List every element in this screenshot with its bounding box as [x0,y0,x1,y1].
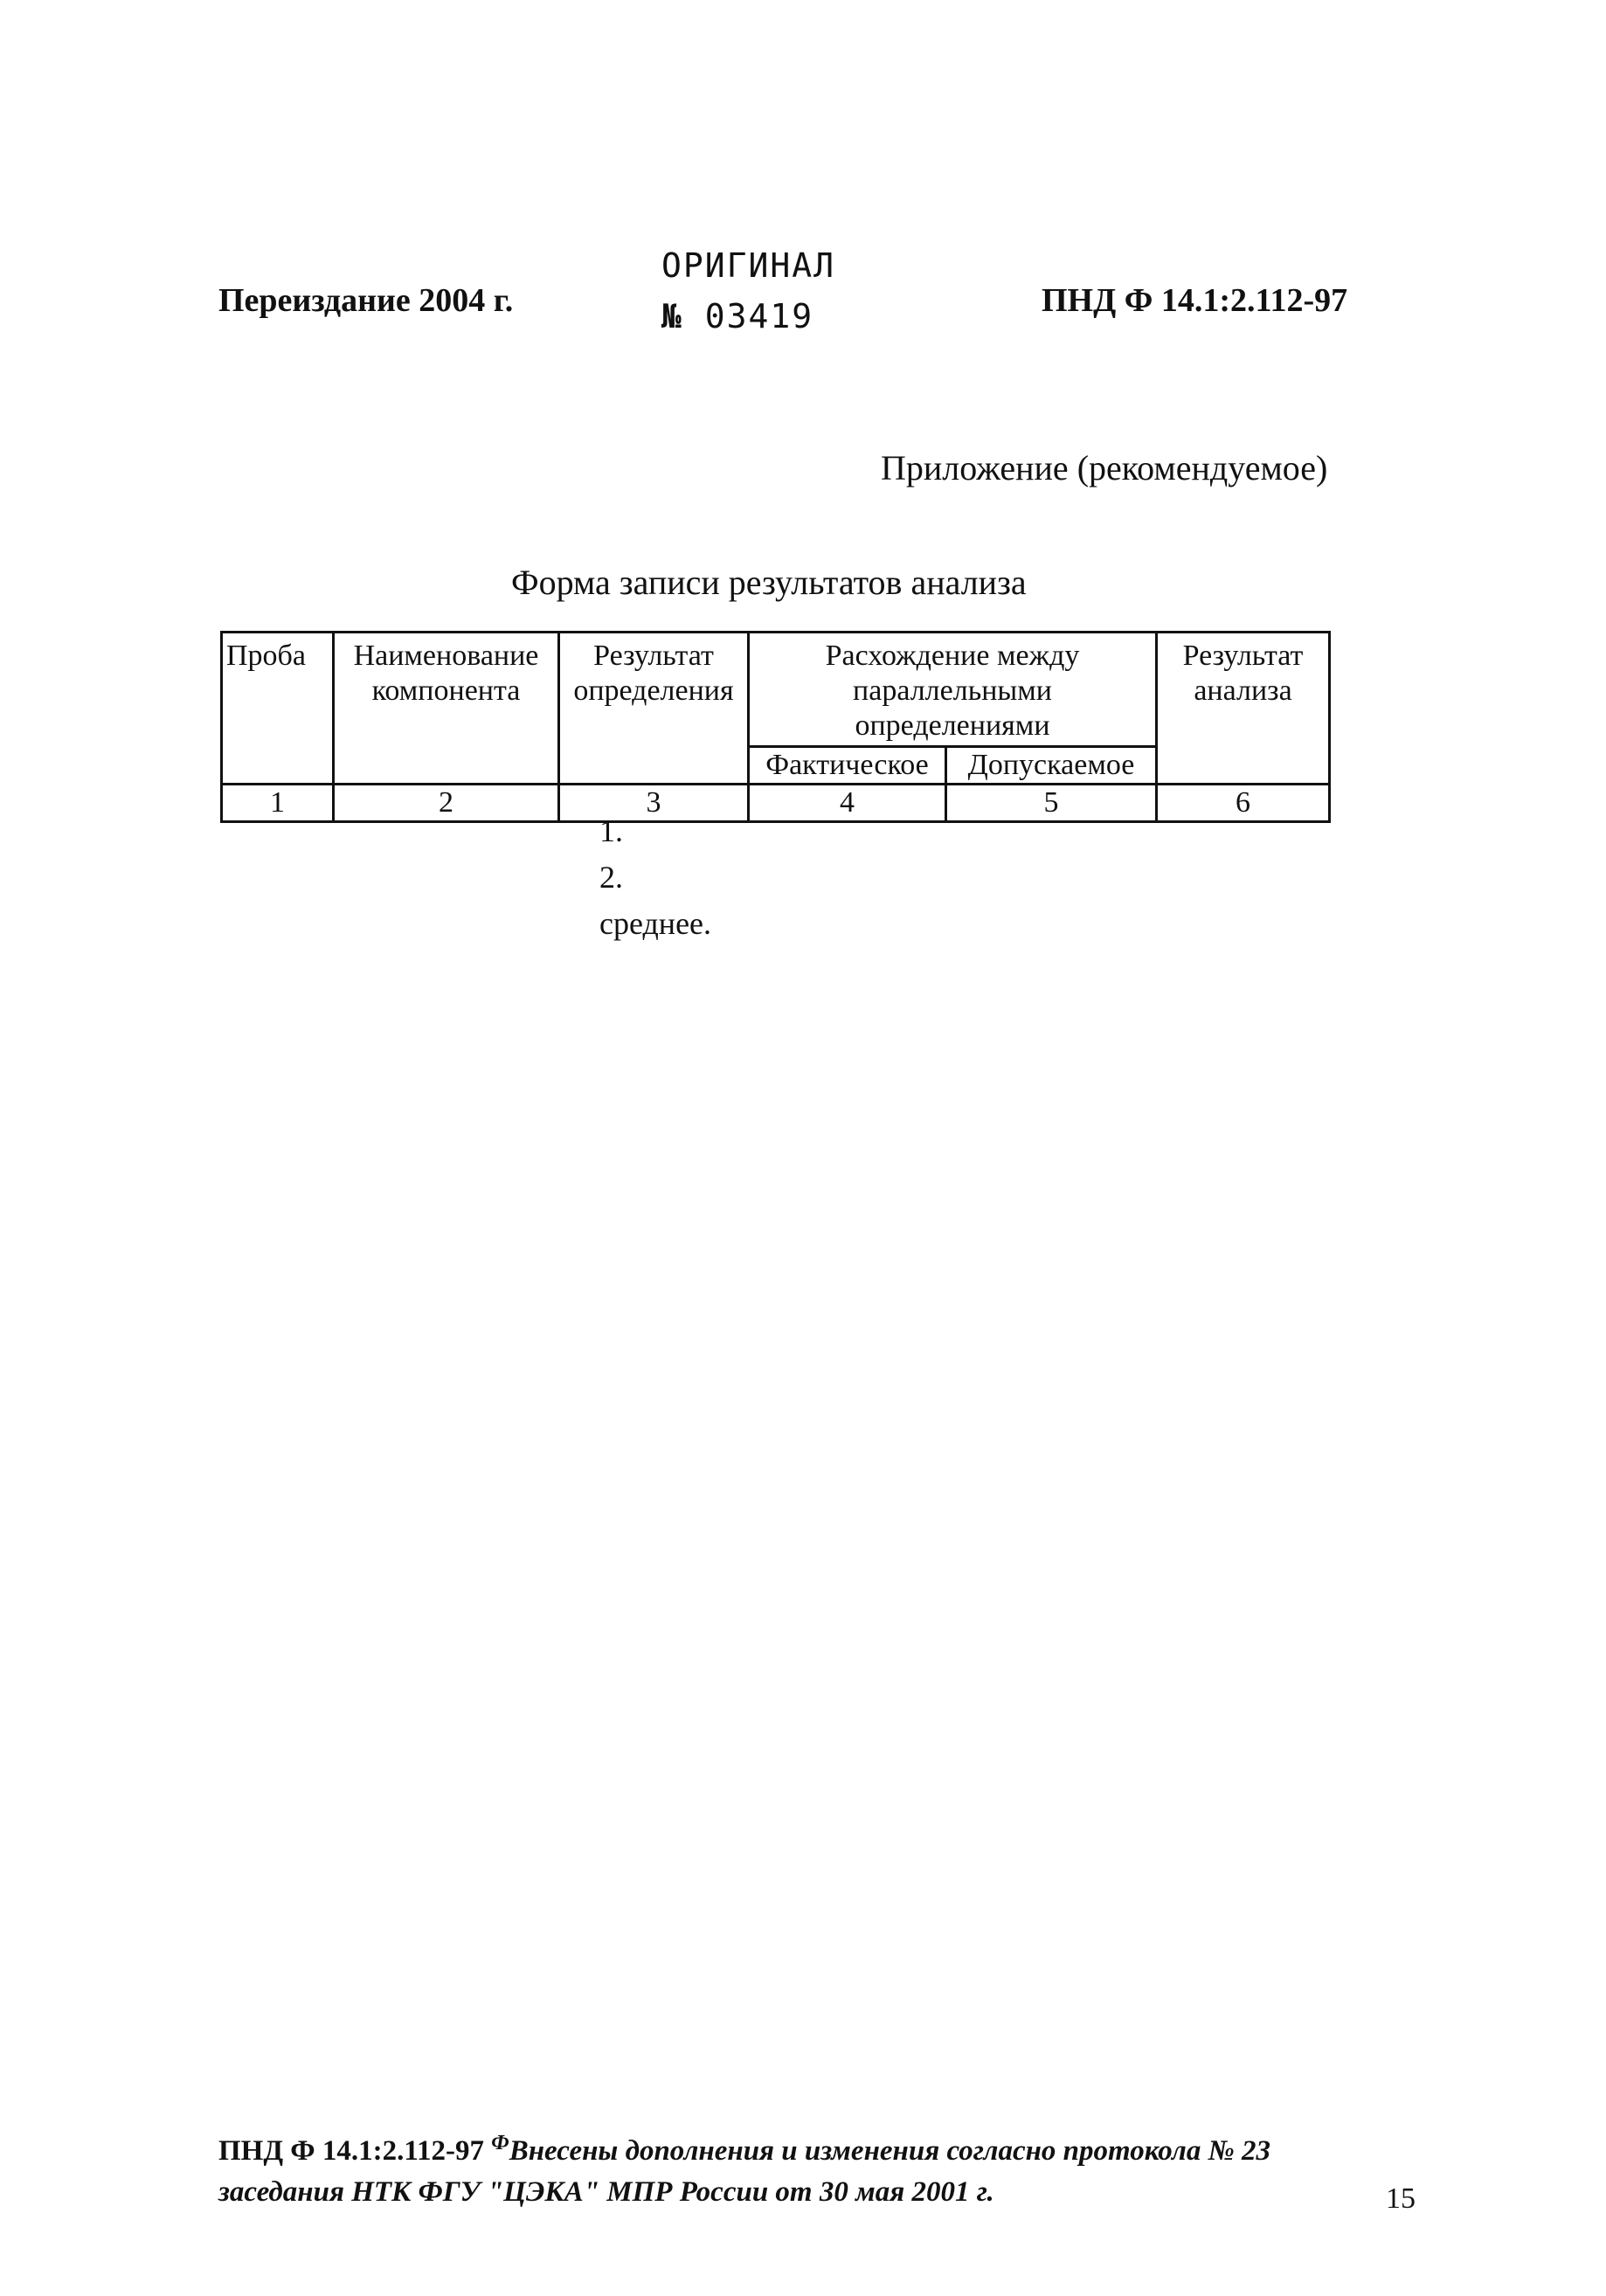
header-sample: Проба [222,633,334,785]
footer-note-line-1: Внесены дополнения и изменения согласно протокола № 23 [509,2135,1271,2167]
stamp-title: ОРИГИНАЛ [661,246,836,285]
column-number: 5 [946,785,1157,822]
original-stamp [661,240,835,342]
page-number: 15 [1386,2182,1416,2215]
header-component-name: Наименование компонента [334,633,559,785]
column-number: 3 [559,785,749,822]
determination-item-2: 2. [599,860,623,895]
column-number: 6 [1157,785,1330,822]
footer-document-code: ПНД Ф 14.1:2.112-97 [218,2135,485,2167]
determination-list [599,808,711,947]
stamp-number: 03419 [704,297,814,335]
footer-mark: Ф [491,2132,509,2154]
stamp-number-line [661,291,835,342]
table-header-row [222,633,1330,747]
footer-line-1 [218,2123,1270,2172]
header-divergence-actual: Фактическое [749,747,946,785]
column-number: 1 [222,785,334,822]
column-number: 4 [749,785,946,822]
column-number-row [222,785,1330,822]
determination-average: среднее. [599,906,712,941]
header-determination-result: Результат определения [559,633,749,785]
header-analysis-result: Результат анализа [1157,633,1330,785]
form-title: Форма записи результатов анализа [511,563,1027,602]
header-divergence-allowed: Допускаемое [946,747,1157,785]
column-number: 2 [334,785,559,822]
appendix-label: Приложение (рекомендуемое) [881,448,1328,488]
results-table [220,631,1331,823]
stamp-number-sign: № [661,297,683,335]
footer-note-line-2: заседания НТК ФГУ "ЦЭКА" МПР России от 30 мая 2001 г. [218,2176,994,2208]
footer-note [218,2123,1270,2213]
determination-item-1: 1. [599,813,623,848]
document-code: ПНД Ф 14.1:2.112-97 [1042,282,1348,319]
reissue-note: Переиздание 2004 г. [218,282,514,319]
header-divergence: Расхождение между параллельными определениями [749,633,1157,747]
